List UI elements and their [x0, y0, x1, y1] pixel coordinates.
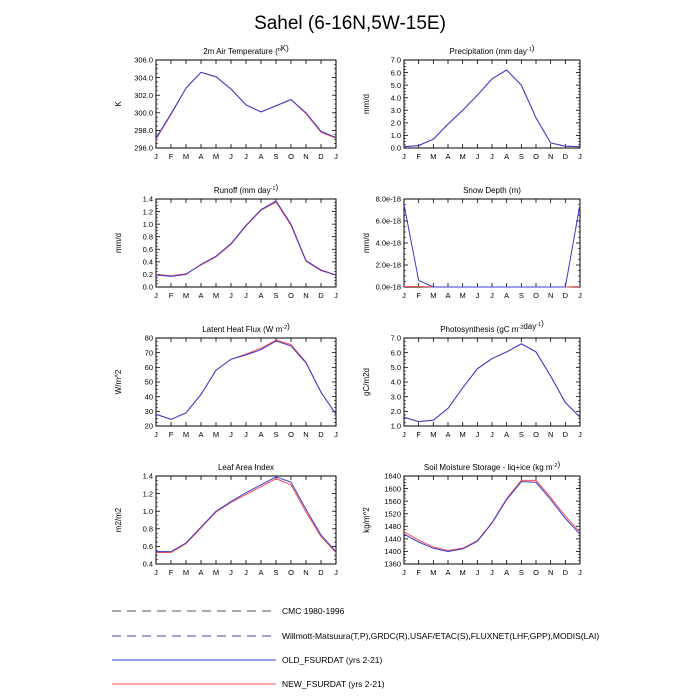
y-tick-label: 20 — [144, 421, 153, 431]
x-tick-label: F — [416, 430, 421, 439]
panel-title: Soil Moisture Storage - liq+ice (kg $m^{-2}$) — [423, 460, 561, 472]
x-tick-label: N — [547, 291, 554, 300]
y-tick-label: 298.0 — [134, 126, 153, 136]
x-tick-label: A — [258, 430, 264, 439]
y-tick-label: 1.4 — [142, 194, 153, 204]
y-tick-label: 1480 — [384, 521, 401, 531]
x-tick-label: J — [154, 430, 158, 439]
x-tick-label: J — [334, 291, 338, 300]
y-tick-label: 300.0 — [134, 108, 153, 118]
x-tick-label: M — [430, 152, 437, 161]
x-tick-label: J — [229, 430, 233, 439]
legend-label-2: Willmott-Matsuura(T,P),GRDC(R),USAF/ETAC(S),FLUXNET(LHF,GPP),MODIS(LAI) — [282, 631, 600, 641]
x-tick-label: A — [504, 568, 510, 577]
x-tick-label: J — [475, 152, 480, 161]
panel-title: Precipitation (mm day$^{-1}$) — [449, 44, 535, 56]
x-tick-label: O — [288, 152, 294, 161]
chart-panel-3 — [114, 183, 338, 300]
chart-panel-6 — [362, 319, 582, 439]
y-tick-label: 0.4 — [142, 559, 153, 569]
x-tick-label: S — [518, 568, 524, 577]
y-tick-label: 4.0 — [390, 377, 401, 387]
x-tick-label: D — [562, 291, 569, 300]
x-tick-label: M — [212, 430, 220, 439]
y-tick-label: 5.0 — [390, 363, 401, 373]
x-tick-label: M — [459, 568, 466, 577]
x-tick-label: D — [318, 430, 324, 439]
series-line-new — [156, 202, 336, 276]
series-line-new — [156, 72, 336, 139]
plot-frame — [156, 476, 336, 564]
y-tick-label: 0.6 — [142, 542, 153, 552]
y-tick-label: 7.0 — [390, 55, 401, 65]
y-tick-label: 2.0 — [390, 118, 401, 128]
x-tick-label: M — [459, 152, 466, 161]
y-axis-label: mm/d — [362, 94, 371, 114]
y-tick-label: 0.8 — [142, 524, 153, 534]
series-line-old — [156, 477, 336, 552]
y-tick-label: 0.8 — [142, 232, 153, 242]
y-tick-label: 1440 — [384, 534, 401, 544]
panels — [114, 44, 582, 577]
x-tick-label: D — [318, 291, 324, 300]
plot-frame — [156, 60, 336, 148]
panel-title: Snow Depth (m) — [463, 186, 521, 195]
series-line-new — [404, 344, 580, 422]
x-tick-label: J — [490, 291, 494, 300]
plot-frame — [404, 476, 580, 564]
y-tick-label: 6.0 — [390, 68, 401, 78]
y-tick-label: 1.2 — [142, 207, 153, 217]
x-tick-label: A — [504, 291, 510, 300]
x-tick-label: J — [578, 152, 582, 161]
y-tick-label: 1600 — [384, 484, 401, 494]
y-tick-label: 1520 — [384, 509, 401, 519]
series-line-new — [156, 340, 336, 419]
legend-label-3: OLD_FSURDAT (yrs 2-21) — [282, 655, 383, 665]
plot-frame — [156, 338, 336, 426]
x-tick-label: J — [402, 291, 406, 300]
x-tick-label: M — [430, 568, 437, 577]
x-tick-label: F — [416, 568, 421, 577]
panel-title: Leaf Area Index — [217, 463, 275, 472]
panel-title: Photosynthesis (gC $m^{-2}day^{-1}$) — [440, 319, 544, 334]
x-tick-label: J — [490, 430, 494, 439]
y-tick-label: 6.0e-18 — [375, 216, 401, 226]
x-tick-label: J — [229, 291, 233, 300]
x-tick-label: N — [303, 291, 309, 300]
x-tick-label: J — [244, 568, 248, 577]
x-tick-label: J — [578, 291, 582, 300]
x-tick-label: N — [547, 430, 554, 439]
x-tick-label: D — [318, 152, 324, 161]
y-axis-label: kg/m^2 — [362, 507, 371, 533]
x-tick-label: M — [182, 152, 190, 161]
series-line-old — [156, 201, 336, 276]
y-tick-label: 1.0 — [142, 219, 153, 229]
x-tick-label: J — [154, 152, 158, 161]
x-tick-label: J — [475, 291, 480, 300]
y-tick-label: 296.0 — [134, 143, 153, 153]
y-tick-label: 1640 — [384, 471, 401, 481]
series-line-new — [404, 70, 580, 147]
x-tick-label: N — [303, 430, 309, 439]
y-tick-label: 2.0 — [390, 407, 401, 417]
plot-frame — [404, 60, 580, 148]
panel-title: Runoff (mm day$^{-1}$) — [213, 183, 279, 195]
y-tick-label: 0.0 — [142, 282, 153, 292]
x-tick-label: S — [273, 430, 279, 439]
x-tick-label: M — [459, 291, 466, 300]
x-tick-label: J — [402, 568, 406, 577]
y-tick-label: 8.0e-18 — [375, 194, 401, 204]
x-tick-label: J — [334, 152, 338, 161]
series-line-old — [404, 344, 580, 422]
x-tick-label: A — [445, 568, 451, 577]
x-tick-label: J — [490, 568, 494, 577]
y-tick-label: 1.0 — [390, 131, 401, 141]
x-tick-label: O — [533, 568, 539, 577]
series-line-old — [404, 482, 580, 552]
panel-title: Latent Heat Flux (W $m^{-2}$) — [202, 322, 290, 334]
figure-title: Sahel (6-16N,5W-15E) — [254, 13, 446, 34]
series-line-old — [156, 341, 336, 419]
x-tick-label: S — [273, 152, 279, 161]
y-tick-label: 4.0 — [390, 93, 401, 103]
y-tick-label: 2.0e-18 — [375, 260, 401, 270]
legend — [112, 606, 599, 689]
x-tick-label: A — [258, 291, 264, 300]
x-tick-label: S — [518, 291, 524, 300]
chart-panel-2 — [362, 44, 582, 161]
x-tick-label: M — [459, 430, 466, 439]
x-tick-label: J — [244, 291, 248, 300]
y-axis-label: m2/m2 — [114, 507, 123, 533]
x-tick-label: M — [212, 568, 220, 577]
y-tick-label: 0.6 — [142, 244, 153, 254]
y-axis-label: mm/d — [114, 233, 123, 253]
x-tick-label: M — [182, 430, 190, 439]
y-axis-label: K — [114, 101, 123, 107]
y-tick-label: 1.2 — [142, 489, 153, 499]
x-tick-label: J — [402, 152, 406, 161]
y-tick-label: 1360 — [384, 559, 401, 569]
x-tick-label: J — [578, 568, 582, 577]
x-tick-label: S — [273, 568, 279, 577]
x-tick-label: J — [244, 430, 248, 439]
y-tick-label: 306.0 — [134, 55, 153, 65]
x-tick-label: S — [273, 291, 279, 300]
chart-panel-4 — [362, 186, 582, 300]
chart-panel-7 — [114, 463, 338, 577]
y-tick-label: 40 — [144, 392, 153, 402]
x-tick-label: N — [547, 152, 554, 161]
x-tick-label: A — [258, 568, 264, 577]
x-tick-label: D — [562, 568, 569, 577]
x-tick-label: J — [229, 152, 233, 161]
y-tick-label: 3.0 — [390, 392, 401, 402]
series-line-new — [404, 480, 580, 550]
y-axis-label: mm/d — [362, 233, 371, 253]
x-tick-label: A — [198, 152, 204, 161]
x-tick-label: J — [578, 430, 582, 439]
x-tick-label: F — [416, 291, 421, 300]
y-tick-label: 5.0 — [390, 80, 401, 90]
y-tick-label: 0.4 — [142, 257, 153, 267]
y-tick-label: 7.0 — [390, 333, 401, 343]
chart-panel-5 — [114, 322, 338, 439]
y-tick-label: 50 — [144, 377, 153, 387]
x-tick-label: O — [288, 291, 294, 300]
x-tick-label: J — [229, 568, 233, 577]
y-tick-label: 1.0 — [390, 421, 401, 431]
x-tick-label: S — [518, 152, 524, 161]
y-tick-label: 302.0 — [134, 90, 153, 100]
x-tick-label: J — [475, 430, 480, 439]
x-tick-label: S — [518, 430, 524, 439]
x-tick-label: M — [212, 291, 220, 300]
x-tick-label: A — [504, 152, 510, 161]
y-tick-label: 0.0 — [390, 143, 401, 153]
x-tick-label: A — [445, 430, 451, 439]
y-tick-label: 0.2 — [142, 270, 153, 280]
x-tick-label: O — [533, 291, 539, 300]
x-tick-label: J — [490, 152, 494, 161]
y-tick-label: 60 — [144, 363, 153, 373]
x-tick-label: A — [445, 291, 451, 300]
series-line-old — [404, 70, 580, 147]
x-tick-label: J — [402, 430, 406, 439]
x-tick-label: O — [533, 152, 539, 161]
x-tick-label: M — [430, 291, 437, 300]
y-tick-label: 1.4 — [142, 471, 153, 481]
panel-title: 2m Air Temperature ($^o$K) — [203, 44, 289, 56]
x-tick-label: M — [430, 430, 437, 439]
series-line-old — [156, 72, 336, 138]
x-tick-label: N — [547, 568, 554, 577]
x-tick-label: J — [244, 152, 248, 161]
x-tick-label: J — [334, 568, 338, 577]
x-tick-label: J — [154, 291, 158, 300]
x-tick-label: A — [445, 152, 451, 161]
y-tick-label: 1.0 — [142, 506, 153, 516]
legend-label-1: CMC 1980-1996 — [282, 606, 345, 616]
x-tick-label: O — [288, 568, 294, 577]
y-tick-label: 80 — [144, 333, 153, 343]
x-tick-label: F — [168, 152, 174, 161]
y-axis-label: W/m^2 — [114, 369, 123, 395]
x-tick-label: N — [303, 568, 309, 577]
x-tick-label: A — [198, 568, 204, 577]
y-tick-label: 4.0e-18 — [375, 238, 401, 248]
y-axis-label: gC/m2d — [362, 367, 371, 397]
x-tick-label: F — [168, 291, 174, 300]
x-tick-label: O — [288, 430, 294, 439]
y-tick-label: 304.0 — [134, 73, 153, 83]
y-tick-label: 0.0e-18 — [375, 282, 401, 292]
x-tick-label: J — [475, 568, 480, 577]
x-tick-label: D — [318, 568, 324, 577]
x-tick-label: M — [212, 152, 220, 161]
x-tick-label: D — [562, 430, 569, 439]
series-line-old — [404, 205, 580, 288]
x-tick-label: J — [334, 430, 338, 439]
x-tick-label: M — [182, 291, 190, 300]
plot-frame — [404, 199, 580, 287]
y-tick-label: 3.0 — [390, 105, 401, 115]
chart-panel-8 — [362, 460, 582, 577]
y-tick-label: 70 — [144, 348, 153, 358]
x-tick-label: A — [198, 291, 204, 300]
x-tick-label: A — [504, 430, 510, 439]
chart-panel-1 — [114, 44, 338, 161]
series-line-new — [156, 479, 336, 553]
x-tick-label: A — [198, 430, 204, 439]
x-tick-label: M — [182, 568, 190, 577]
x-tick-label: F — [168, 430, 174, 439]
x-tick-label: D — [562, 152, 569, 161]
x-tick-label: A — [258, 152, 264, 161]
x-tick-label: N — [303, 152, 309, 161]
x-tick-label: F — [416, 152, 421, 161]
legend-label-4: NEW_FSURDAT (yrs 2-21) — [282, 679, 385, 689]
y-tick-label: 1400 — [384, 547, 401, 557]
y-tick-label: 1560 — [384, 496, 401, 506]
x-tick-label: J — [154, 568, 158, 577]
y-tick-label: 30 — [144, 407, 153, 417]
x-tick-label: F — [168, 568, 174, 577]
x-tick-label: O — [533, 430, 539, 439]
y-tick-label: 6.0 — [390, 348, 401, 358]
